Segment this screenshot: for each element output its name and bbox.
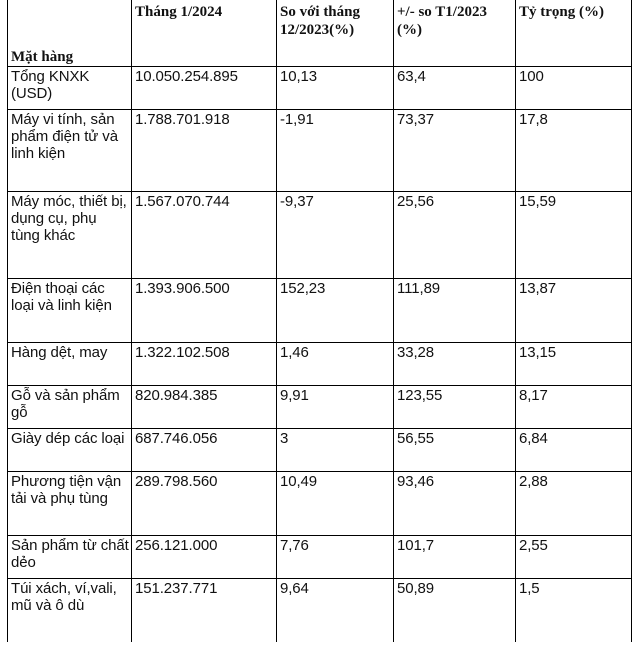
row-value-vs-prev-year: 25,56 xyxy=(394,191,516,278)
row-value-vs-prev-year: 73,37 xyxy=(394,109,516,191)
row-value-share: 100 xyxy=(516,66,632,109)
row-value-month: 1.393.906.500 xyxy=(132,278,277,342)
row-value-vs-prev-month: 1,46 xyxy=(277,342,394,385)
row-value-share: 1,5 xyxy=(516,578,632,642)
row-label: Giày dép các loại xyxy=(8,428,132,471)
header-mat-hang: Mặt hàng xyxy=(8,0,132,66)
row-label: Máy vi tính, sản phẩm điện tử và linh kiện xyxy=(8,109,132,191)
table-row xyxy=(8,278,632,342)
row-label: Gỗ và sản phẩm gỗ xyxy=(8,385,132,428)
table-row xyxy=(8,428,632,471)
row-value-month: 820.984.385 xyxy=(132,385,277,428)
row-value-month: 1.567.070.744 xyxy=(132,191,277,278)
table-row xyxy=(8,578,632,642)
row-value-vs-prev-month: 9,91 xyxy=(277,385,394,428)
table-row xyxy=(8,342,632,385)
row-value-vs-prev-year: 50,89 xyxy=(394,578,516,642)
row-value-vs-prev-year: 56,55 xyxy=(394,428,516,471)
header-so-t1-2023: +/- so T1/2023 (%) xyxy=(394,0,516,66)
row-value-month: 256.121.000 xyxy=(132,535,277,578)
header-so-voi-thang-12-2023: So với tháng 12/2023(%) xyxy=(277,0,394,66)
row-value-share: 15,59 xyxy=(516,191,632,278)
table-row xyxy=(8,191,632,278)
row-value-vs-prev-month: 9,64 xyxy=(277,578,394,642)
row-label: Tổng KNXK (USD) xyxy=(8,66,132,109)
row-value-share: 6,84 xyxy=(516,428,632,471)
row-value-month: 289.798.560 xyxy=(132,471,277,535)
row-label: Túi xách, ví,vali, mũ và ô dù xyxy=(8,578,132,642)
row-value-vs-prev-year: 101,7 xyxy=(394,535,516,578)
row-value-share: 17,8 xyxy=(516,109,632,191)
header-row xyxy=(8,0,632,66)
row-label: Sản phẩm từ chất dẻo xyxy=(8,535,132,578)
row-value-vs-prev-month: 3 xyxy=(277,428,394,471)
header-ty-trong: Tỷ trọng (%) xyxy=(516,0,632,66)
row-value-vs-prev-month: -9,37 xyxy=(277,191,394,278)
row-value-vs-prev-month: 10,13 xyxy=(277,66,394,109)
export-table xyxy=(7,0,632,642)
table-row xyxy=(8,535,632,578)
row-value-vs-prev-month: 152,23 xyxy=(277,278,394,342)
row-value-month: 10.050.254.895 xyxy=(132,66,277,109)
row-value-month: 687.746.056 xyxy=(132,428,277,471)
row-value-vs-prev-month: -1,91 xyxy=(277,109,394,191)
row-value-month: 1.788.701.918 xyxy=(132,109,277,191)
row-label: Máy móc, thiết bị, dụng cụ, phụ tùng khác xyxy=(8,191,132,278)
table-row xyxy=(8,66,632,109)
row-value-share: 8,17 xyxy=(516,385,632,428)
row-value-vs-prev-month: 7,76 xyxy=(277,535,394,578)
row-label: Phương tiện vận tải và phụ tùng xyxy=(8,471,132,535)
row-value-month: 1.322.102.508 xyxy=(132,342,277,385)
row-label: Hàng dệt, may xyxy=(8,342,132,385)
row-value-share: 2,88 xyxy=(516,471,632,535)
table-row xyxy=(8,471,632,535)
header-thang-1-2024: Tháng 1/2024 xyxy=(132,0,277,66)
row-value-vs-prev-year: 123,55 xyxy=(394,385,516,428)
row-label: Điện thoại các loại và linh kiện xyxy=(8,278,132,342)
table-row xyxy=(8,385,632,428)
row-value-vs-prev-month: 10,49 xyxy=(277,471,394,535)
table-row xyxy=(8,109,632,191)
row-value-vs-prev-year: 33,28 xyxy=(394,342,516,385)
row-value-month: 151.237.771 xyxy=(132,578,277,642)
row-value-share: 2,55 xyxy=(516,535,632,578)
row-value-vs-prev-year: 111,89 xyxy=(394,278,516,342)
row-value-share: 13,15 xyxy=(516,342,632,385)
row-value-vs-prev-year: 93,46 xyxy=(394,471,516,535)
row-value-vs-prev-year: 63,4 xyxy=(394,66,516,109)
row-value-share: 13,87 xyxy=(516,278,632,342)
